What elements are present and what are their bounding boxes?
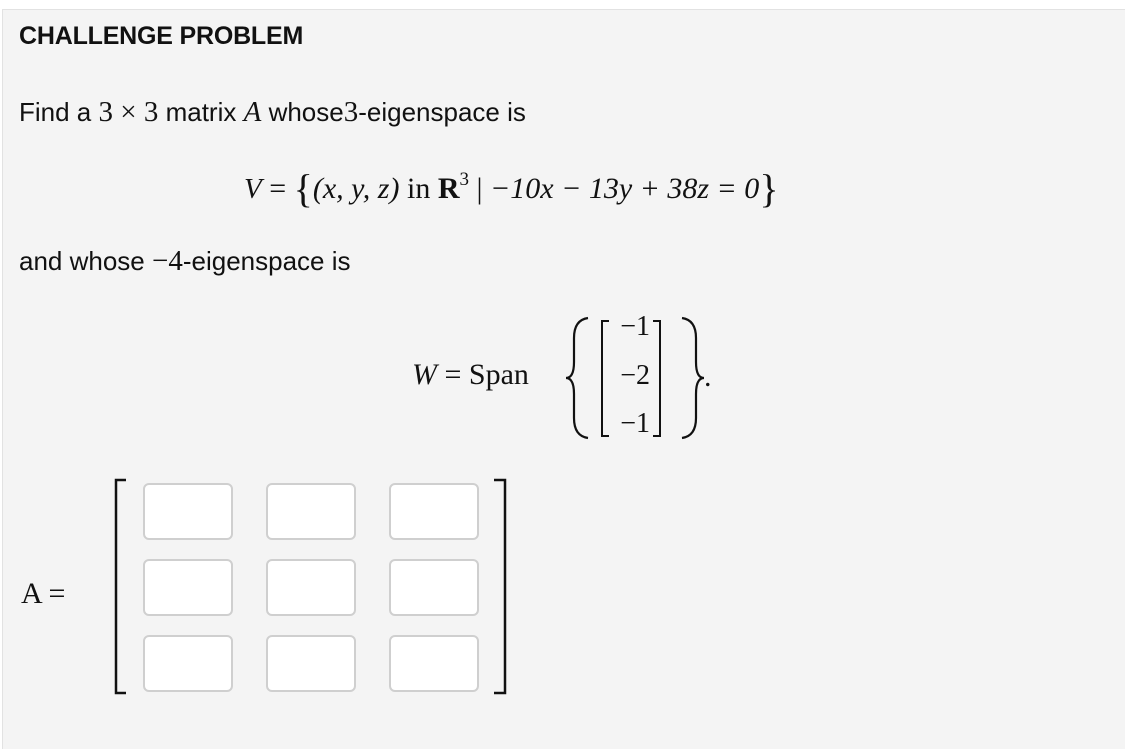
eigenvalue-neg4: −4 bbox=[152, 245, 183, 277]
right-brace: } bbox=[759, 166, 779, 211]
left-brace: { bbox=[293, 166, 313, 211]
real-R: R bbox=[437, 172, 460, 205]
matrix-symbol-A: A bbox=[243, 96, 262, 128]
problem-heading: CHALLENGE PROBLEM bbox=[19, 22, 304, 50]
eigenspace-is-text-2: -eigenspace is bbox=[182, 246, 351, 276]
answer-cell-r1c1[interactable] bbox=[143, 483, 233, 540]
such-that-bar: | bbox=[476, 172, 483, 205]
and-whose-text: and whose bbox=[19, 246, 145, 276]
answer-cell-r2c2[interactable] bbox=[266, 559, 356, 616]
find-a-text: Find a bbox=[19, 97, 92, 127]
eigenspace-is-text: -eigenspace is bbox=[358, 97, 526, 127]
equals-span-text: = Span bbox=[444, 358, 529, 391]
whose-text: whose bbox=[268, 97, 344, 127]
matrix-right-bracket bbox=[494, 480, 505, 693]
answer-cell-r2c3[interactable] bbox=[389, 559, 479, 616]
plane-condition: −10x − 13y + 38z = 0 bbox=[490, 172, 760, 205]
tuple-xyz: (x, y, z) bbox=[312, 172, 400, 205]
vector-right-bracket bbox=[653, 321, 660, 436]
eigenvalue-3: 3 bbox=[343, 96, 359, 128]
matrix-left-bracket bbox=[116, 480, 126, 693]
set-W-name: W bbox=[412, 358, 437, 391]
answer-cell-r2c1[interactable] bbox=[143, 559, 233, 616]
equals-sign: = bbox=[269, 172, 287, 205]
span-right-brace bbox=[682, 318, 704, 438]
answer-cell-r1c3[interactable] bbox=[389, 483, 479, 540]
vector-entry-1: −1 bbox=[620, 311, 650, 342]
span-period: . bbox=[704, 360, 712, 393]
answer-cell-r3c1[interactable] bbox=[143, 635, 233, 692]
matrix-A-label: A = bbox=[21, 577, 66, 610]
in-text: in bbox=[406, 172, 431, 205]
dimension-3: 3 bbox=[459, 169, 469, 190]
answer-cell-r3c3[interactable] bbox=[389, 635, 479, 692]
vector-entry-3: −1 bbox=[620, 408, 650, 439]
answer-cell-r3c2[interactable] bbox=[266, 635, 356, 692]
span-left-brace bbox=[566, 318, 588, 438]
vector-entry-2: −2 bbox=[620, 360, 650, 391]
matrix-text: matrix bbox=[165, 97, 237, 127]
set-V-name: V bbox=[244, 173, 262, 205]
matrix-size: 3 × 3 bbox=[98, 96, 159, 128]
answer-cell-r1c2[interactable] bbox=[266, 483, 356, 540]
